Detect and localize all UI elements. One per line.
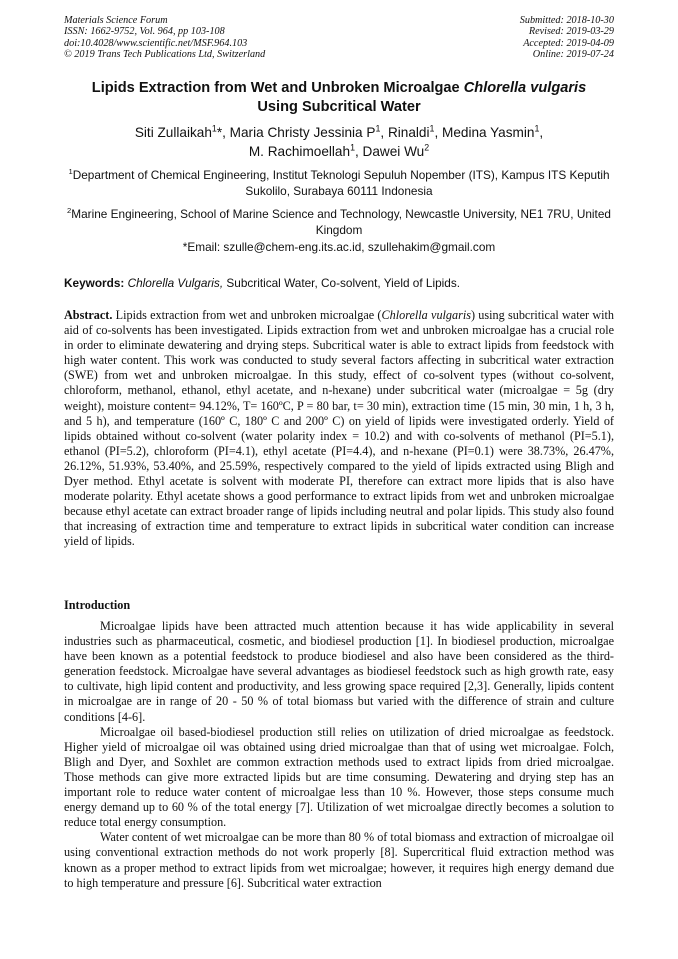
abstract xyxy=(64,308,614,550)
online-date: Online: 2019-07-24 xyxy=(532,48,614,60)
author-separator: , xyxy=(434,125,442,140)
author-name: Rinaldi xyxy=(387,125,430,140)
author-separator: , xyxy=(539,125,544,140)
affiliation-mark: 2 xyxy=(67,206,72,216)
author-name: Siti Zullaikah xyxy=(134,125,212,140)
keyword-species: Chlorella Vulgaris, xyxy=(127,276,224,290)
journal-name: Materials Science Forum xyxy=(64,15,168,26)
abstract-label: Abstract. xyxy=(64,308,113,322)
author-affiliation-mark: 1 xyxy=(534,123,540,134)
paragraph: Microalgae oil based-biodiesel production still relies on utilization of dried microalgae as feedstock. Higher yield of microalgae oil was obtained using dried microalgae than that of using wet microalgae. Folch, Bligh and Dyer, and Soxhlet are common extraction methods used to extract lipids from dried microalgae. Those methods can give more extracted lipids but are time consuming. Dewatering and drying step has an important role to reduce water content of microalgae less than 10 %. However, those steps consume much energy demand up to 60 % of the total energy [7]. Utilization of wet microalgae directly becomes a solution to reduce total energy consumption. xyxy=(64,724,614,830)
introduction-body xyxy=(64,619,614,891)
author-separator: , xyxy=(380,125,388,140)
author-affiliation-mark: 2 xyxy=(424,141,430,152)
publication-dates xyxy=(520,15,614,60)
journal-info xyxy=(64,15,265,60)
author-affiliation-mark: 1 xyxy=(375,123,381,134)
abstract-species: Chlorella vulgaris xyxy=(381,308,471,322)
affiliation-2 xyxy=(64,206,614,238)
keywords-label: Keywords: xyxy=(64,276,125,290)
author-affiliation-mark: 1 xyxy=(211,123,217,134)
paper-title xyxy=(64,79,614,117)
author-affiliation-mark: 1 xyxy=(350,141,355,152)
affiliation-mark: 1 xyxy=(68,167,73,177)
submitted-date: Submitted: 2018-10-30 xyxy=(519,15,614,26)
issn-line: ISSN: 1662-9752, Vol. 964, pp 103-108 xyxy=(64,26,225,38)
author-separator: , xyxy=(354,143,363,159)
author-list xyxy=(64,124,614,161)
author-name: Maria Christy Jessinia P xyxy=(229,125,376,140)
keywords xyxy=(64,275,614,291)
paragraph: Water content of wet microalgae can be more than 80 % of total biomass and extraction of microalgae oil using conventional extraction methods do not work properly [8]. Supercritical fluid extraction method was known as a proper method to extract lipids from wet microalgae; however, it requires high energy demand due to high temperature and pressure [6]. Subcritical water extraction xyxy=(64,830,614,890)
affiliation-1 xyxy=(64,167,614,199)
abstract-text-1: Lipids extraction from wet and unbroken microalgae ( xyxy=(112,308,382,322)
title-species: Chlorella vulgaris xyxy=(463,80,587,96)
revised-date: Revised: 2019-03-29 xyxy=(528,26,614,38)
abstract-text-2: ) using subcritical water with aid of co-solvents has been investigated. Lipids extraction from wet and unbroken microalgae has a crucial role in order to eliminate dewatering and drying steps. Subcritical water is able to extract lipids from feedstock with high water content. This work was conducted to study several factors affecting in subcritical water extraction (SWE) from wet and unbroken microalgae. In this study, effect of co-solvent types (without co-solvent, chloroform, methanol, ethanol, ethyl acetate, and n-hexane) under subcritical water (microalgae = 5g (dry weight), moisture content= 94.12%, T= 160ºC, P = 80 bar, t= 30 min), extraction time (15 min, 30 min, 1 h, 3 h, and 5 h), and temperature (160º C, 180º C and 200º C) on yield of lipids were investigated orderly. Yield of lipids obtained without co-solvent (water polarity index = 10.2) and with co-solvents of methanol (PI=5.1), ethanol (PI=5.2), chloroform (PI=4.1), ethyl acetate (PI=4.4), and n-hexane (PI=0.1) were 38.73%, 26.47%, 26.12%, 51.93%, 53.40%, and 25.59%, respectively compared to the yield of lipids extracted using Bligh and Dyer method. Ethyl acetate is solvent with moderate PI, therefore can extract more lipids that is also have moderate polarity. Ethyl acetate shows a good performance to extract lipids from wet and unbroken microalgae because ethyl acetate can extract broader range of lipids including neutral and polar lipids. This study also found that increasing of extraction time and temperature to extract lipids in subcritical water condition can increase yield of lipids. xyxy=(64,308,614,549)
doi-line: doi:10.4028/www.scientific.net/MSF.964.103 xyxy=(64,37,248,49)
section-heading-introduction: Introduction xyxy=(64,598,131,612)
accepted-date: Accepted: 2019-04-09 xyxy=(523,37,614,49)
title-line-2: Using Subcritical Water xyxy=(257,99,421,115)
author-name: Medina Yasmin xyxy=(442,125,535,140)
contact-email[interactable]: *Email: szulle@chem-eng.its.ac.id, szullehakim@gmail.com xyxy=(182,240,496,254)
author-affiliation-mark: 1 xyxy=(429,123,435,134)
title-part-1: Lipids Extraction from Wet and Unbroken Microalgae xyxy=(91,80,464,96)
author-name: Dawei Wu xyxy=(362,143,425,159)
keywords-list: Subcritical Water, Co-solvent, Yield of Lipids. xyxy=(223,276,461,290)
author-name: M. Rachimoellah xyxy=(248,143,351,159)
author-separator: *, xyxy=(216,125,230,140)
affiliation-text: Department of Chemical Engineering, Institut Teknologi Sepuluh Nopember (ITS), Kampus ITS Keputih Sukolilo, Surabaya 60111 Indonesia xyxy=(72,168,610,198)
copyright-line: © 2019 Trans Tech Publications Ltd, Switzerland xyxy=(64,48,266,60)
paragraph: Microalgae lipids have been attracted much attention because it has wide applicability in several industries such as pharmaceutical, cosmetic, and biodiesel production [1]. In biodiesel production, microalgae have been known as a potential feedstock to produce biodiesel and also have been considered as the third-generation feedstock. Microalgae have several advantages as biodiesel feedstock such as high growth rate, easy to cultivate, high lipid content and productivity, and less growing space required [2,3]. Generally, lipids content in microalgae are in range of 20 - 50 % of total biomass but varied with the difference of strain and culture conditions [4-6]. xyxy=(64,619,614,724)
affiliation-text: Marine Engineering, School of Marine Science and Technology, Newcastle University, NE1 7RU, United Kingdom xyxy=(71,207,611,237)
